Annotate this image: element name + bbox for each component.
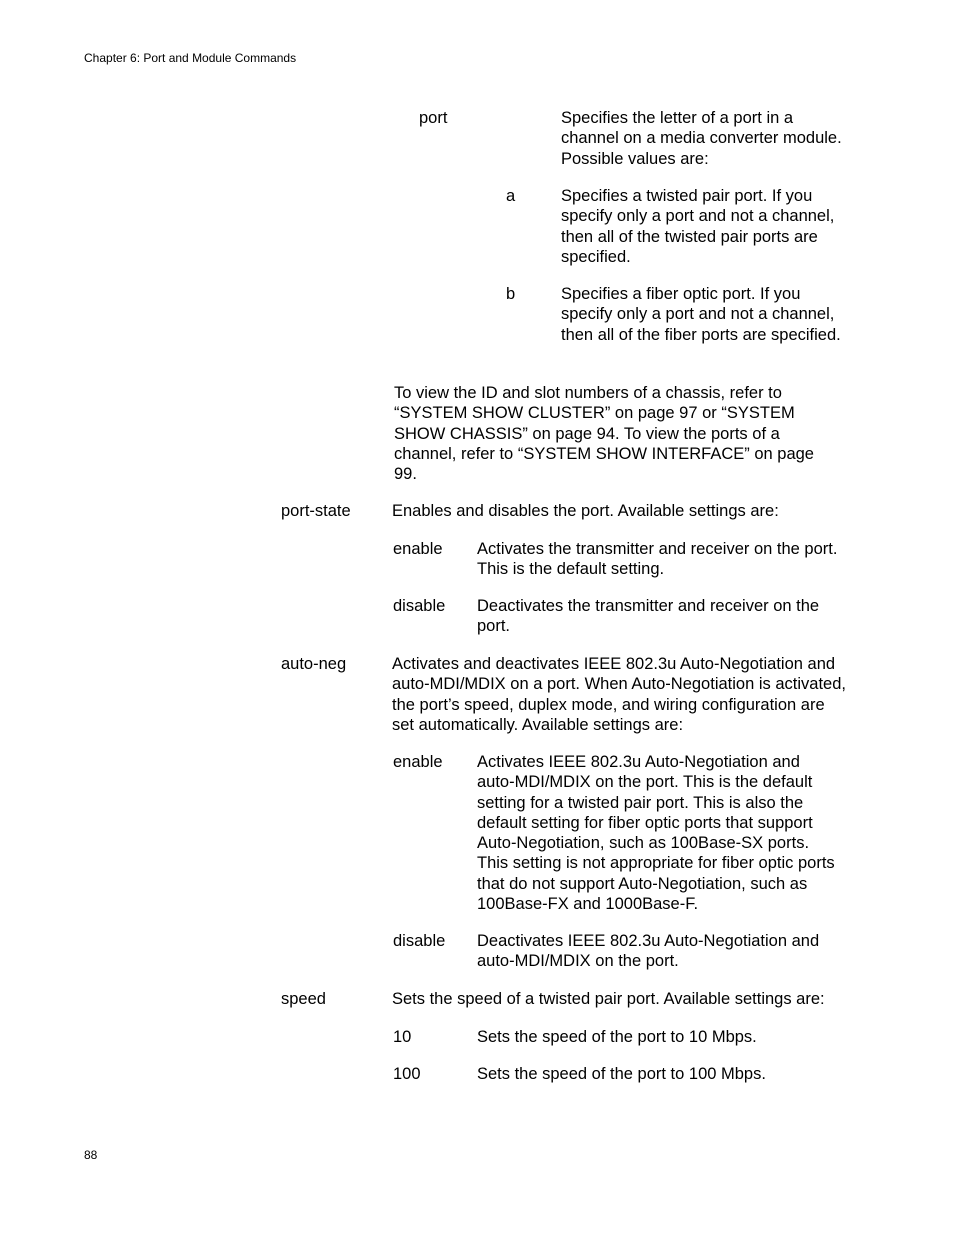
- option-desc-auto-neg-disable: Deactivates IEEE 802.3u Auto-Negotiation and auto-MDI/MDIX on the port.: [477, 932, 820, 971]
- option-desc-speed-10: Sets the speed of the port to 10 Mbps.: [477, 1028, 757, 1046]
- option-term-auto-neg-disable: disable: [393, 932, 446, 950]
- port-value-desc-a: Specifies a twisted pair port. If you specify only a port and not a channel, then all of the twisted pair ports are specified.: [561, 187, 835, 266]
- param-term-speed: speed: [281, 990, 326, 1008]
- port-note: To view the ID and slot numbers of a chassis, refer to “SYSTEM SHOW CLUSTER” on page 97 or “SYSTEM SHOW CHASSIS” on page 94. To view the ports of a channel, refer to “SYSTEM SHOW INTERFACE” on page 99.: [394, 384, 814, 484]
- option-desc-auto-neg-enable: Activates IEEE 802.3u Auto-Negotiation and auto-MDI/MDIX on the port. This is the default setting for a twisted pair port. This is also the default setting for fiber optic ports that support Auto-Negotiation, such as 100Base-SX ports. This setting is not appropriate for fiber optic ports that do not support Auto-Negotiation, such as 100Base-FX and 1000Base-F.: [477, 753, 835, 914]
- param-desc-speed: Sets the speed of a twisted pair port. Available settings are:: [392, 990, 825, 1008]
- option-term-auto-neg-enable: enable: [393, 753, 443, 771]
- option-term-port-state-enable: enable: [393, 540, 443, 558]
- param-term-port: port: [419, 109, 448, 127]
- page-number: 88: [84, 1148, 98, 1162]
- option-desc-port-state-disable: Deactivates the transmitter and receiver on the port.: [477, 597, 820, 636]
- port-value-desc-b: Specifies a fiber optic port. If you specify only a port and not a channel, then all of the fiber ports are specified.: [561, 285, 841, 344]
- option-desc-speed-100: Sets the speed of the port to 100 Mbps.: [477, 1065, 766, 1083]
- param-term-port-state: port-state: [281, 502, 351, 520]
- option-term-speed-100: 100: [393, 1065, 421, 1083]
- running-header: Chapter 6: Port and Module Commands: [84, 51, 297, 65]
- option-desc-port-state-enable: Activates the transmitter and receiver on the port. This is the default setting.: [477, 540, 838, 579]
- param-desc-port: Specifies the letter of a port in a channel on a media converter module. Possible values are:: [561, 109, 842, 168]
- port-value-term-b: b: [506, 285, 516, 303]
- param-desc-auto-neg: Activates and deactivates IEEE 802.3u Auto-Negotiation and auto-MDI/MDIX on a port. When Auto-Negotiation is activated, the port’s speed, duplex mode, and wiring configuration are set automatically. Available settings are:: [392, 655, 846, 734]
- option-term-speed-10: 10: [393, 1028, 412, 1046]
- option-term-port-state-disable: disable: [393, 597, 446, 615]
- param-term-auto-neg: auto-neg: [281, 655, 347, 673]
- param-desc-port-state: Enables and disables the port. Available settings are:: [392, 502, 779, 520]
- port-value-term-a: a: [506, 187, 516, 205]
